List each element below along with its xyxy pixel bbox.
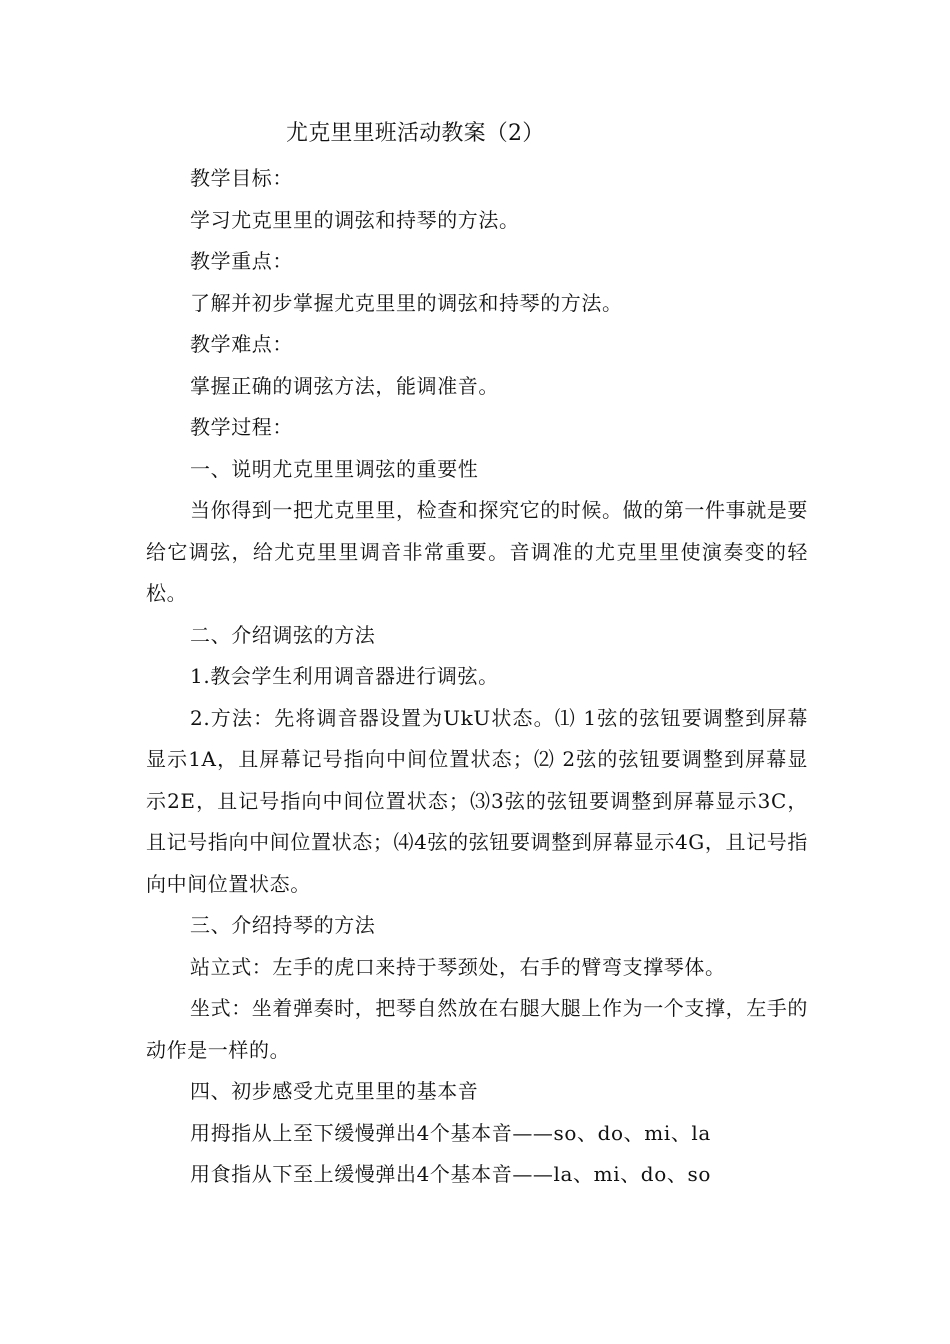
heading-importance: 一、说明尤克里里调弦的重要性	[190, 456, 479, 481]
document-body	[146, 158, 808, 1196]
basic-notes-thumb: 用拇指从上至下缓慢弹出4个基本音——so、do、mi、la	[190, 1120, 711, 1145]
holding-standing: 站立式：左手的虎口来持于琴颈处，右手的臂弯支撑琴体。	[190, 954, 726, 979]
tuning-step-1: 1.教会学生利用调音器进行调弦。	[190, 664, 499, 688]
difficulty-text: 掌握正确的调弦方法，能调准音。	[190, 373, 499, 398]
paragraph-importance: 当你得到一把尤克里里，检查和探究它的时候。做的第一件事就是要给它调弦，给尤克里里调音非常重要。音调准的尤克里里使演奏变的轻松。	[146, 498, 808, 605]
heading-basic-notes: 四、初步感受尤克里里的基本音	[190, 1079, 479, 1103]
section-label-process: 教学过程：	[190, 415, 293, 439]
document-title: 尤克里里班活动教案（2）	[286, 121, 545, 146]
heading-tuning-method: 二、介绍调弦的方法	[190, 622, 376, 647]
goal-text: 学习尤克里里的调弦和持琴的方法。	[190, 207, 520, 232]
focus-text: 了解并初步掌握尤克里里的调弦和持琴的方法。	[190, 290, 623, 315]
heading-holding-method: 三、介绍持琴的方法	[190, 913, 376, 937]
basic-notes-index: 用食指从下至上缓慢弹出4个基本音——la、mi、do、so	[190, 1162, 711, 1186]
section-label-goal: 教学目标：	[190, 166, 293, 190]
holding-sitting: 坐式：坐着弹奏时，把琴自然放在右腿大腿上作为一个支撑，左手的动作是一样的。	[146, 996, 808, 1062]
section-label-difficulty: 教学难点：	[190, 332, 293, 356]
section-label-focus: 教学重点：	[190, 249, 293, 273]
tuning-step-2: 2.方法：先将调音器设置为UkU状态。⑴ 1弦的弦钮要调整到屏幕显示1A，且屏幕记号指向中间位置状态；⑵ 2弦的弦钮要调整到屏幕显示2E，且记号指向中间位置状态；⑶3弦的弦钮要调整到屏幕显示3C，且记号指向中间位置状态；⑷4弦的弦钮要调整到屏幕显示4G，且记号指向中间位置状态。	[146, 705, 808, 896]
